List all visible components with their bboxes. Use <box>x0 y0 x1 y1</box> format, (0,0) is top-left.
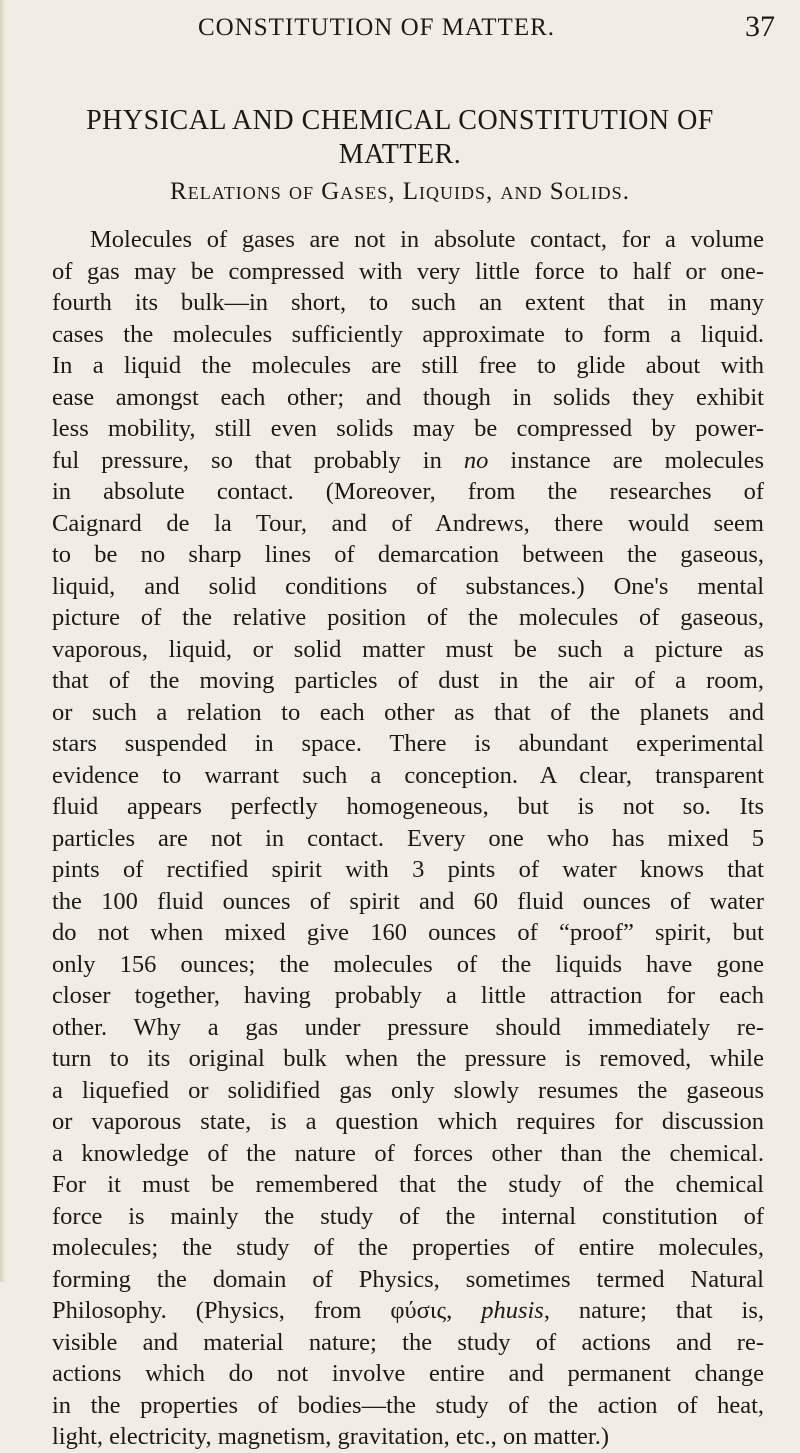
paragraph-line: actions which do not involve entire and permanent change <box>52 1360 764 1387</box>
paragraph-line: stars suspended in space. There is abundant experimental <box>52 730 764 757</box>
paragraph-line: picture of the relative position of the molecules of gaseous, <box>52 604 764 631</box>
section-subheading: Relations of Gases, Liquids, and Solids. <box>170 178 630 205</box>
paragraph-line: to be no sharp lines of demarcation between the gaseous, <box>52 541 764 568</box>
section-heading-line-2: MATTER. <box>338 139 462 170</box>
paragraph-line: molecules; the study of the properties of entire molecules, <box>52 1234 764 1261</box>
paragraph-line: or vaporous state, is a question which requires for discussion <box>52 1108 764 1135</box>
paragraph-line: For it must be remembered that the study of the chemical <box>52 1171 764 1198</box>
paragraph-line: Molecules of gases are not in absolute contact, for a volume <box>90 226 764 253</box>
paragraph-line: evidence to warrant such a conception. A clear, transparent <box>52 761 764 789</box>
paragraph-line: particles are not in contact. Every one who has mixed 5 <box>52 824 764 852</box>
paragraph-line: or such a relation to each other as that of the planets and <box>52 698 764 726</box>
page-binding-edge <box>0 0 6 1282</box>
paragraph-line: do not when mixed give 160 ounces of “proof” spirit, but <box>52 919 764 946</box>
section-heading <box>40 104 760 172</box>
paragraph-line: that of the moving particles of dust in the air of a room, <box>52 667 764 694</box>
paragraph-line: liquid, and solid conditions of substances.) One's mental <box>52 572 764 600</box>
paragraph-line: in absolute contact. (Moreover, from the researches of <box>52 478 764 505</box>
page-number: 37 <box>745 10 775 43</box>
paragraph-line: the 100 fluid ounces of spirit and 60 fluid ounces of water <box>52 887 764 915</box>
paragraph-line: force is mainly the study of the internal constitution of <box>52 1202 764 1230</box>
paragraph-line: light, electricity, magnetism, gravitation, etc., on matter.) <box>52 1423 609 1450</box>
paragraph-line: a knowledge of the nature of forces other than the chemical. <box>52 1139 764 1167</box>
paragraph-line: forming the domain of Physics, sometimes termed Natural <box>52 1265 764 1293</box>
section-heading-line-1: PHYSICAL AND CHEMICAL CONSTITUTION OF <box>86 105 714 136</box>
running-title: CONSTITUTION OF MATTER. <box>198 14 556 41</box>
paragraph-line: closer together, having probably a little attraction for each <box>52 982 764 1009</box>
running-header <box>0 8 800 48</box>
paragraph-line: vaporous, liquid, or solid matter must be such a picture as <box>52 635 764 663</box>
paragraph-line: ful pressure, so that probably in no instance are molecules <box>52 446 764 474</box>
paragraph-line: only 156 ounces; the molecules of the liquids have gone <box>52 950 764 978</box>
paragraph-line: other. Why a gas under pressure should immediately re- <box>52 1013 764 1041</box>
body-paragraph <box>52 224 764 1453</box>
paragraph-line: Philosophy. (Physics, from φύσις, phusis, nature; that is, <box>52 1297 764 1324</box>
paragraph-line: visible and material nature; the study of actions and re- <box>52 1328 764 1356</box>
paragraph-line: ease amongst each other; and though in solids they exhibit <box>52 383 764 411</box>
paragraph-line: fluid appears perfectly homogeneous, but is not so. Its <box>52 793 764 820</box>
paragraph-line: of gas may be compressed with very little force to half or one- <box>52 257 764 285</box>
paragraph-line: fourth its bulk—in short, to such an extent that in many <box>52 289 764 316</box>
paragraph-line: less mobility, still even solids may be compressed by power- <box>52 415 764 442</box>
paragraph-line: pints of rectified spirit with 3 pints of water knows that <box>52 856 764 883</box>
paragraph-line: a liquefied or solidified gas only slowly resumes the gaseous <box>52 1076 764 1104</box>
paragraph-line: Caignard de la Tour, and of Andrews, there would seem <box>52 509 764 537</box>
paragraph-line: In a liquid the molecules are still free to glide about with <box>52 352 764 379</box>
paragraph-line: cases the molecules sufficiently approximate to form a liquid. <box>52 320 764 348</box>
paragraph-line: turn to its original bulk when the pressure is removed, while <box>52 1045 764 1072</box>
paragraph-line: in the properties of bodies—the study of the action of heat, <box>52 1391 764 1419</box>
